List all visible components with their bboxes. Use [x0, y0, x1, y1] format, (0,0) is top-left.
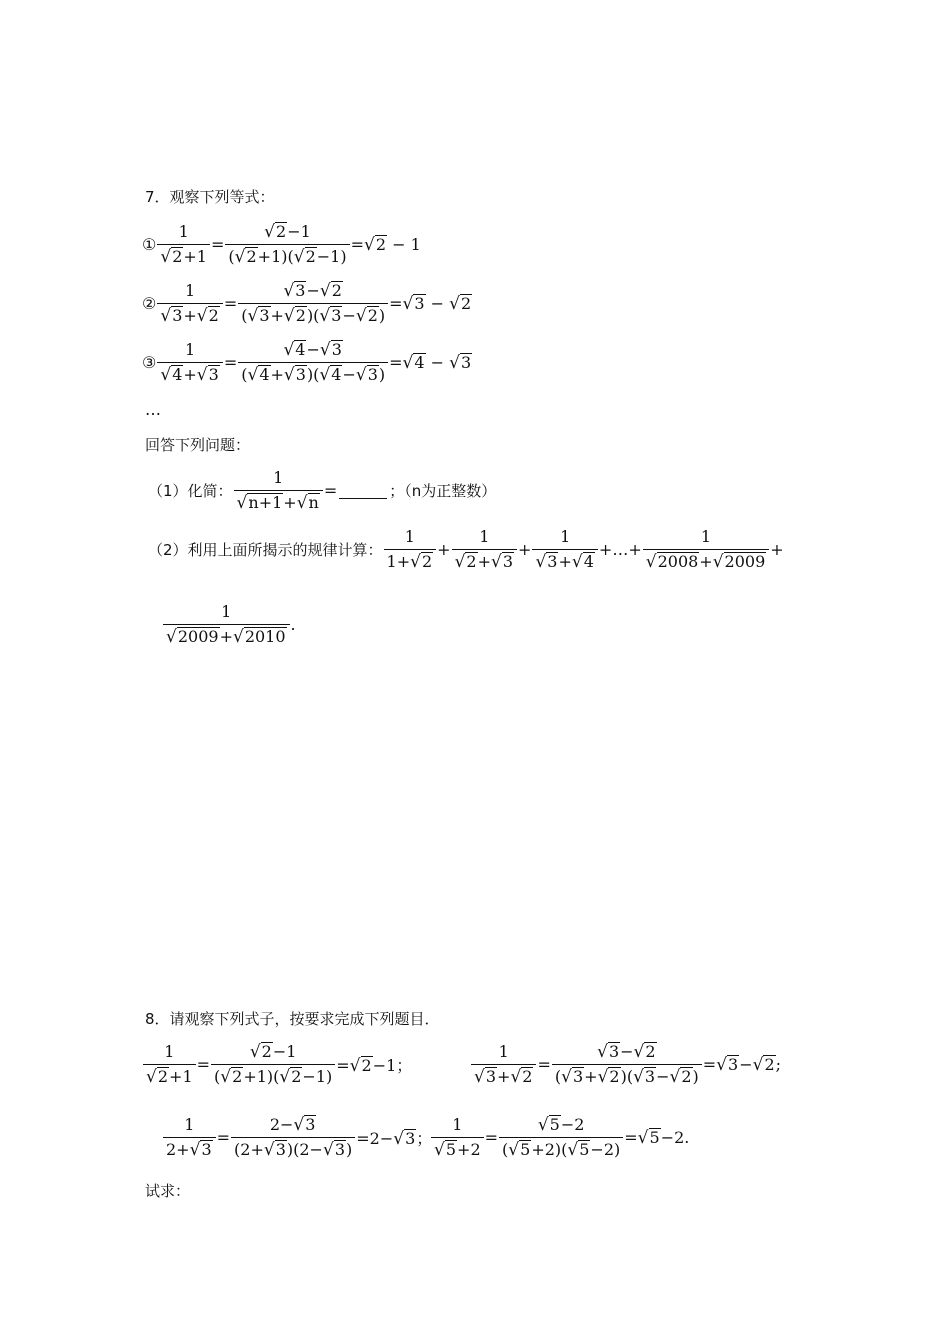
- fraction: $\frac{1}{1+√2}$: [384, 527, 437, 572]
- fraction: $\frac{1}{√5+2}$: [431, 1115, 484, 1160]
- part1-label: （1）化简：: [148, 482, 233, 500]
- fraction: $\frac{1}{√3+√4}$: [532, 527, 597, 572]
- fraction: $\frac{√2-1}{(√2+1)(√2-1)}$: [211, 1042, 335, 1087]
- fraction: $\frac{√4-√3}{(√4+√3)(√4-√3)}$: [238, 340, 388, 385]
- fraction: $\frac{1}{√2+1}$: [157, 222, 210, 267]
- ellipsis: …: [145, 400, 161, 419]
- fraction: $\frac{1}{√2008+√2009}$: [643, 527, 770, 572]
- fraction: $\frac{1}{√3+√2}$: [157, 281, 222, 326]
- q7-equation-1: ① $\frac{1}{√2+1}$ = $\frac{√2-1}{(√2+1)(√2-1)}$ =√2 − 1: [142, 222, 421, 267]
- fraction: $\frac{√2-1}{(√2+1)(√2-1)}$: [225, 222, 349, 267]
- q7-title: 7．观察下列等式：: [145, 188, 275, 206]
- fraction: $\frac{1}{√4+√3}$: [157, 340, 222, 385]
- fraction: $\frac{√3-√2}{(√3+√2)(√3-√2)}$: [238, 281, 388, 326]
- q8-equation-4: $\frac{1}{√5+2}$ = $\frac{√5-2}{(√5+2)(√5-2)}$ =√5−2.: [430, 1115, 689, 1160]
- part1-note: ；（n为正整数）: [389, 482, 497, 500]
- q7-part-1: （1）化简： $\frac{1}{√n+1+√n}$ = ；（n为正整数）: [148, 468, 497, 513]
- fraction: $\frac{√3-√2}{(√3+√2)(√3-√2)}$: [552, 1042, 702, 1087]
- fraction: $\frac{1}{√2009+√2010}$: [163, 602, 290, 647]
- answer-prompt: 回答下列问题：: [145, 436, 251, 454]
- part2-label: （2）利用上面所揭示的规律计算：: [148, 541, 383, 559]
- fraction: $\frac{1}{√n+1+√n}$: [234, 468, 323, 513]
- fraction: $\frac{2-√3}{(2+√3)(2-√3)}$: [231, 1115, 355, 1160]
- eq3-label: ③: [142, 353, 157, 372]
- fraction: $\frac{1}{√3+√2}$: [471, 1042, 536, 1087]
- answer-blank: [339, 482, 387, 499]
- q7-part-2: （2）利用上面所揭示的规律计算： $\frac{1}{1+√2}$ + $\frac{1}{√2+√3}$ + $\frac{1}{√3+√4}$ +…+ $\frac{1}{√2008+√2009}$ +: [148, 527, 784, 572]
- q7-equation-2: ② $\frac{1}{√3+√2}$ = $\frac{√3-√2}{(√3+√2)(√3-√2)}$ =√3 − √2: [142, 281, 472, 326]
- q8-equation-2: $\frac{1}{√3+√2}$ = $\frac{√3-√2}{(√3+√2)(√3-√2)}$ =√3−√2;: [470, 1042, 781, 1087]
- fraction: $\frac{1}{√2+√3}$: [452, 527, 517, 572]
- q8-equation-1: $\frac{1}{√2+1}$ = $\frac{√2-1}{(√2+1)(√2-1)}$ =√2−1；: [142, 1042, 412, 1087]
- q7-equation-3: ③ $\frac{1}{√4+√3}$ = $\frac{√4-√3}{(√4+√3)(√4-√3)}$ =√4 − √3: [142, 340, 472, 385]
- fraction: $\frac{√5-2}{(√5+2)(√5-2)}$: [499, 1115, 623, 1160]
- q7-part-2-cont: $\frac{1}{√2009+√2010}$ .: [162, 602, 296, 647]
- fraction: $\frac{1}{√2+1}$: [143, 1042, 196, 1087]
- eq1-label: ①: [142, 235, 157, 254]
- q8-equation-3: $\frac{1}{2+√3}$ = $\frac{2-√3}{(2+√3)(2-√3)}$ =2−√3；: [162, 1115, 432, 1160]
- fraction: $\frac{1}{2+√3}$: [163, 1115, 216, 1160]
- try-label: 试求：: [145, 1182, 191, 1200]
- eq2-label: ②: [142, 294, 157, 313]
- q8-title: 8．请观察下列式子，按要求完成下列题目．: [145, 1010, 440, 1028]
